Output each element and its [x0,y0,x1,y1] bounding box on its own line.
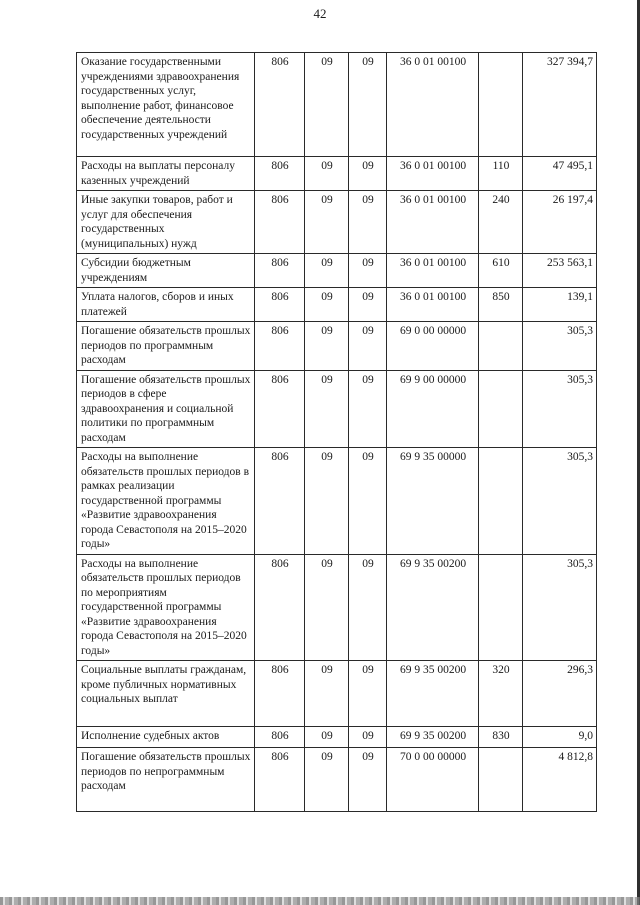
table-row [77,727,597,748]
expense-type-code [479,53,523,157]
row-name: Исполнение судебных актов [77,727,255,748]
amount: 139,1 [523,288,597,322]
subsection-code: 09 [349,322,387,371]
subsection-code: 09 [349,157,387,191]
amount: 4 812,8 [523,748,597,812]
amount: 305,3 [523,448,597,555]
section-code: 09 [305,191,349,254]
expense-type-code: 610 [479,254,523,288]
target-code: 70 0 00 00000 [387,748,479,812]
page-number: 42 [313,6,327,21]
table-row [77,191,597,254]
row-name: Оказание государственными учреждениями здравоохранения государственных услуг, выполнение работ, финансовое обеспечение деятельности государственных учреждений [77,53,255,157]
expense-type-code [479,322,523,371]
subsection-code: 09 [349,661,387,727]
row-name: Социальные выплаты гражданам, кроме публичных нормативных социальных выплат [77,661,255,727]
target-code: 69 9 35 00000 [387,448,479,555]
amount: 305,3 [523,554,597,661]
target-code: 69 0 00 00000 [387,322,479,371]
subsection-code: 09 [349,53,387,157]
amount: 253 563,1 [523,254,597,288]
row-name: Погашение обязательств прошлых периодов по непрограммным расходам [77,748,255,812]
expense-type-code [479,748,523,812]
target-code: 69 9 35 00200 [387,727,479,748]
table-row [77,254,597,288]
table-row [77,448,597,555]
amount: 305,3 [523,370,597,448]
expense-type-code: 830 [479,727,523,748]
subsection-code: 09 [349,554,387,661]
amount: 47 495,1 [523,157,597,191]
row-name: Субсидии бюджетным учреждениям [77,254,255,288]
section-code: 09 [305,370,349,448]
section-code: 09 [305,53,349,157]
section-code: 09 [305,748,349,812]
ministry-code: 806 [255,288,305,322]
subsection-code: 09 [349,254,387,288]
section-code: 09 [305,157,349,191]
amount: 26 197,4 [523,191,597,254]
scan-bottom-edge [0,897,640,905]
subsection-code: 09 [349,191,387,254]
ministry-code: 806 [255,727,305,748]
expense-type-code: 110 [479,157,523,191]
row-name: Иные закупки товаров, работ и услуг для обеспечения государственных (муниципальных) нужд [77,191,255,254]
target-code: 36 0 01 00100 [387,288,479,322]
section-code: 09 [305,254,349,288]
amount: 9,0 [523,727,597,748]
table-row [77,554,597,661]
subsection-code: 09 [349,288,387,322]
expense-type-code: 850 [479,288,523,322]
ministry-code: 806 [255,157,305,191]
ministry-code: 806 [255,254,305,288]
subsection-code: 09 [349,370,387,448]
table-row [77,53,597,157]
target-code: 69 9 35 00200 [387,661,479,727]
ministry-code: 806 [255,448,305,555]
ministry-code: 806 [255,370,305,448]
amount: 327 394,7 [523,53,597,157]
subsection-code: 09 [349,727,387,748]
ministry-code: 806 [255,191,305,254]
target-code: 36 0 01 00100 [387,157,479,191]
row-name: Расходы на выполнение обязательств прошлых периодов в рамках реализации государственной программы «Развитие здравоохранения города Севастополя на 2015–2020 годы» [77,448,255,555]
ministry-code: 806 [255,53,305,157]
row-name: Уплата налогов, сборов и иных платежей [77,288,255,322]
section-code: 09 [305,554,349,661]
section-code: 09 [305,448,349,555]
row-name: Погашение обязательств прошлых периодов по программным расходам [77,322,255,371]
ministry-code: 806 [255,322,305,371]
table-row [77,157,597,191]
budget-table [76,52,597,812]
section-code: 09 [305,727,349,748]
expense-type-code [479,448,523,555]
target-code: 69 9 00 00000 [387,370,479,448]
target-code: 36 0 01 00100 [387,53,479,157]
ministry-code: 806 [255,554,305,661]
target-code: 36 0 01 00100 [387,254,479,288]
section-code: 09 [305,661,349,727]
amount: 296,3 [523,661,597,727]
amount: 305,3 [523,322,597,371]
target-code: 69 9 35 00200 [387,554,479,661]
table-row [77,322,597,371]
expense-type-code [479,370,523,448]
section-code: 09 [305,288,349,322]
target-code: 36 0 01 00100 [387,191,479,254]
table-row [77,370,597,448]
subsection-code: 09 [349,448,387,555]
subsection-code: 09 [349,748,387,812]
ministry-code: 806 [255,748,305,812]
row-name: Погашение обязательств прошлых периодов в сфере здравоохранения и социальной политики по программным расходам [77,370,255,448]
expense-type-code [479,554,523,661]
expense-type-code: 240 [479,191,523,254]
expense-type-code: 320 [479,661,523,727]
table-row [77,748,597,812]
table-row [77,288,597,322]
section-code: 09 [305,322,349,371]
row-name: Расходы на выплаты персоналу казенных учреждений [77,157,255,191]
table-row [77,661,597,727]
row-name: Расходы на выполнение обязательств прошлых периодов по мероприятиям государственной программы «Развитие здравоохранения города Севастополя на 2015–2020 годы» [77,554,255,661]
ministry-code: 806 [255,661,305,727]
